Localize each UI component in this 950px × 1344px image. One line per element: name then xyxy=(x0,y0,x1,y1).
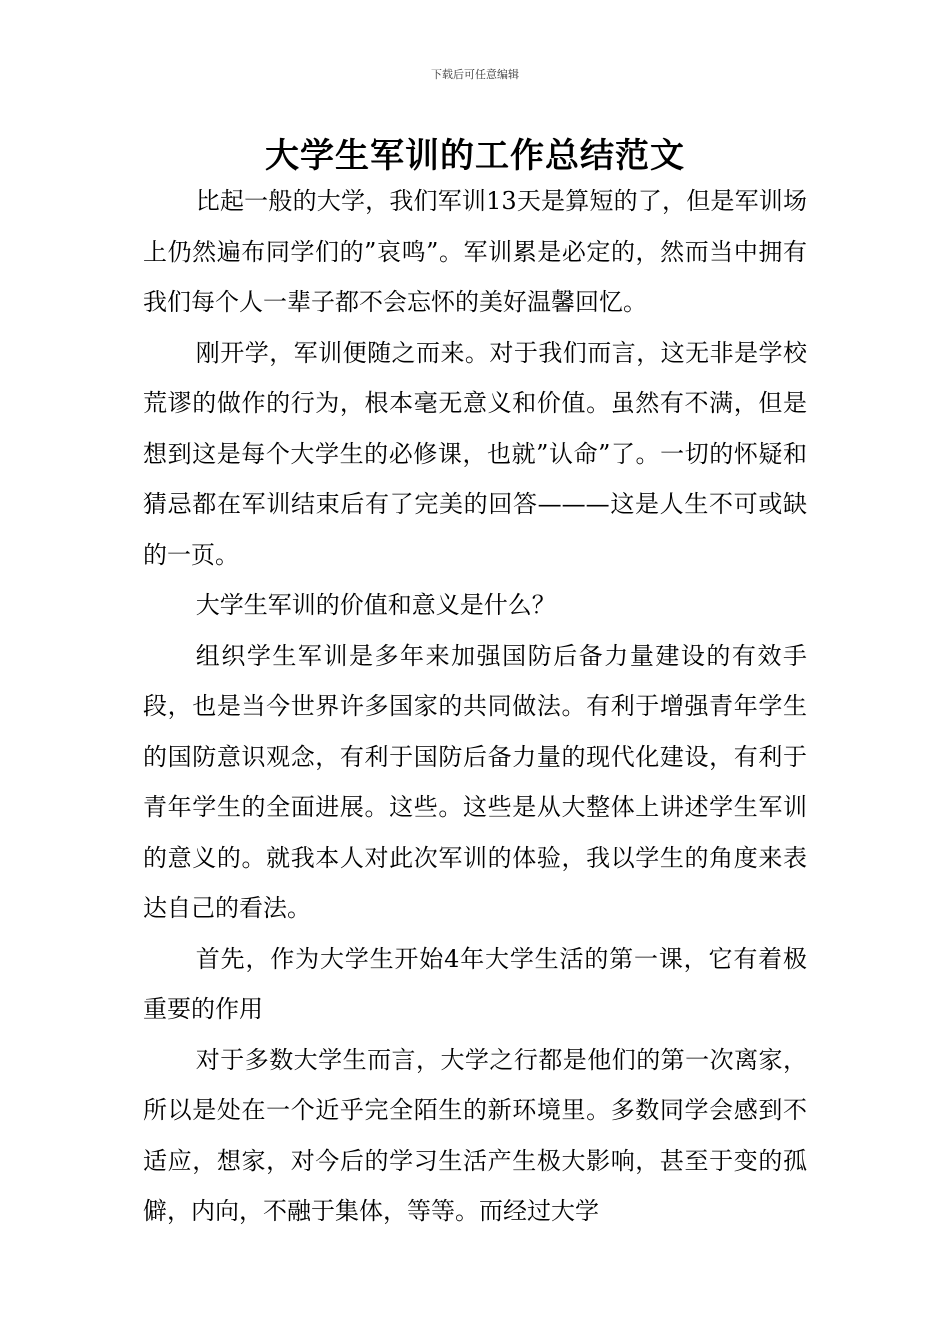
document-title: 大学生军训的工作总结范文 xyxy=(265,136,685,176)
paragraph: 比起一般的大学，我们军训13天是算短的了，但是军训场上仍然遍布同学们的”哀鸣”。军训累是必定的，然而当中拥有我们每个人一辈子都不会忘怀的美好温馨回忆。 xyxy=(143,187,807,316)
paragraph: 对于多数大学生而言，大学之行都是他们的第一次离家，所以是处在一个近乎完全陌生的新环境里。多数同学会感到不适应，想家，对今后的学习生活产生极大影响，甚至于变的孤僻，内向，不融于集体，等等。而经过大学 xyxy=(143,1045,807,1225)
header-note: 下载后可任意编辑 xyxy=(431,68,519,81)
document-body xyxy=(143,176,807,1237)
paragraph: 首先，作为大学生开始4年大学生活的第一课，它有着极重要的作用 xyxy=(143,944,807,1023)
paragraph: 刚开学，军训便随之而来。对于我们而言，这无非是学校荒谬的做作的行为，根本毫无意义和价值。虽然有不满，但是想到这是每个大学生的必修课，也就”认命”了。一切的怀疑和猜忌都在军训结束后有了完美的回答———这是人生不可或缺的一页。 xyxy=(143,338,807,569)
paragraph: 大学生军训的价值和意义是什么？ xyxy=(195,591,556,619)
paragraph: 组织学生军训是多年来加强国防后备力量建设的有效手段，也是当今世界许多国家的共同做法。有利于增强青年学生的国防意识观念，有利于国防后备力量的现代化建设，有利于青年学生的全面进展。这些。这些是从大整体上讲述学生军训的意义的。就我本人对此次军训的体验，我以学生的角度来表达自己的看法。 xyxy=(143,641,807,922)
